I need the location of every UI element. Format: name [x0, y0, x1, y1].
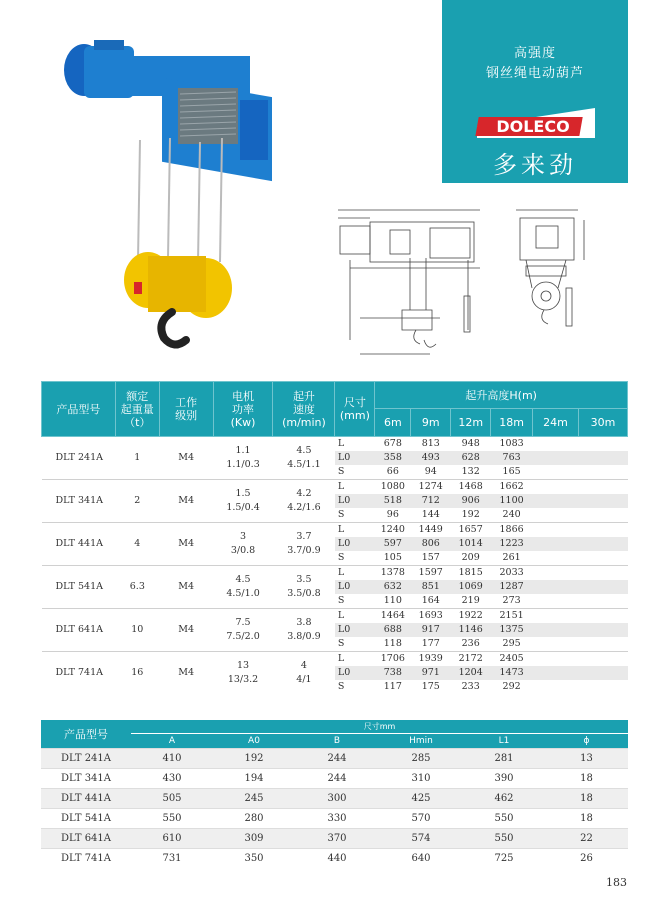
dim-value-cell: 245 — [213, 788, 295, 808]
class-cell: M4 — [159, 609, 213, 652]
height-value-cell: 632 — [375, 580, 411, 594]
dim-model-cell: DLT 341A — [41, 768, 131, 788]
height-value-cell: 292 — [502, 681, 521, 692]
dim-row — [41, 768, 628, 788]
height-value-cell: 1375 — [491, 623, 533, 637]
header-height-9m: 9m — [411, 409, 451, 437]
dim-row — [41, 788, 628, 808]
speed-cell: 4.2 4.2/1.6 — [273, 480, 335, 523]
dim-value-cell: 309 — [213, 828, 295, 848]
height-value-cell: 175 — [421, 681, 440, 692]
height-value-cell: 518 — [375, 494, 411, 508]
dim-label: L0 — [335, 666, 375, 680]
header-height-24m: 24m — [533, 409, 579, 437]
height-value-cell: 678 — [375, 437, 411, 452]
load-cell: 2 — [115, 480, 159, 523]
speed-cell: 4.5 4.5/1.1 — [273, 437, 335, 480]
height-value-cell: 233 — [461, 681, 480, 692]
speed-cell: 4 4/1 — [273, 652, 335, 695]
height-value-cell — [578, 623, 627, 637]
dim-label: L — [335, 437, 375, 452]
dim-value-cell: 725 — [463, 848, 545, 868]
height-value-cell — [578, 566, 627, 581]
height-value-cell — [578, 609, 627, 624]
spec-row — [42, 480, 628, 495]
dim-value-cell: 350 — [213, 848, 295, 868]
header-lift-height: 起升高度H(m) — [375, 382, 628, 409]
dim-label: L — [335, 566, 375, 581]
height-value-cell: 1939 — [411, 652, 451, 667]
height-value-cell: 261 — [502, 552, 521, 563]
dim-header-model: 产品型号 — [41, 720, 131, 748]
page-number: 183 — [606, 876, 627, 889]
height-value-cell — [533, 666, 579, 680]
dim-row — [41, 848, 628, 868]
header-height-12m: 12m — [451, 409, 491, 437]
dim-label: S — [337, 638, 345, 649]
height-value-cell — [533, 623, 579, 637]
dim-value-cell: 281 — [463, 748, 545, 768]
load-cell: 16 — [115, 652, 159, 695]
dim-value-cell: 574 — [379, 828, 463, 848]
height-value-cell: 806 — [411, 537, 451, 551]
load-cell: 1 — [115, 437, 159, 480]
model-cell: DLT 441A — [42, 523, 116, 566]
dim-value-cell: 410 — [131, 748, 213, 768]
height-value-cell — [533, 594, 579, 609]
dim-label: S — [337, 595, 345, 606]
height-value-cell: 1597 — [411, 566, 451, 581]
height-value-cell: 295 — [502, 638, 521, 649]
height-value-cell: 2172 — [451, 652, 491, 667]
height-value-cell — [533, 609, 579, 624]
height-value-cell: 1657 — [451, 523, 491, 538]
dim-value-cell: 18 — [545, 768, 628, 788]
dim-value-cell: 13 — [545, 748, 628, 768]
height-value-cell: 493 — [411, 451, 451, 465]
height-value-cell: 66 — [386, 466, 399, 477]
header-speed: 起升 速度 (m/min) — [273, 382, 335, 437]
dim-row — [41, 828, 628, 848]
model-cell: DLT 241A — [42, 437, 116, 480]
height-value-cell: 1922 — [451, 609, 491, 624]
height-value-cell — [533, 637, 579, 652]
height-value-cell: 236 — [461, 638, 480, 649]
height-value-cell: 132 — [461, 466, 480, 477]
brand-panel — [442, 0, 628, 183]
dim-label: L0 — [335, 537, 375, 551]
height-value-cell: 688 — [375, 623, 411, 637]
dim-value-cell: 244 — [295, 768, 379, 788]
height-value-cell — [533, 451, 579, 465]
dim-value-cell: 285 — [379, 748, 463, 768]
height-value-cell: 948 — [451, 437, 491, 452]
height-value-cell — [578, 537, 627, 551]
model-cell: DLT 741A — [42, 652, 116, 695]
dim-model-cell: DLT 741A — [41, 848, 131, 868]
height-value-cell: 219 — [461, 595, 480, 606]
height-value-cell: 1815 — [451, 566, 491, 581]
speed-cell: 3.7 3.7/0.9 — [273, 523, 335, 566]
load-cell: 6.3 — [115, 566, 159, 609]
dim-label: S — [337, 466, 345, 477]
height-value-cell: 110 — [383, 595, 402, 606]
height-value-cell — [578, 480, 627, 495]
height-value-cell: 177 — [421, 638, 440, 649]
dim-model-cell: DLT 641A — [41, 828, 131, 848]
dim-col-phi: ϕ — [545, 733, 628, 748]
dimension-drawing — [330, 200, 620, 370]
dim-label: L — [335, 480, 375, 495]
dim-value-cell: 370 — [295, 828, 379, 848]
height-value-cell: 917 — [411, 623, 451, 637]
dim-value-cell: 26 — [545, 848, 628, 868]
height-value-cell: 2405 — [491, 652, 533, 667]
dim-label: L0 — [335, 451, 375, 465]
height-value-cell — [533, 551, 579, 566]
power-cell: 13 13/3.2 — [213, 652, 273, 695]
height-value-cell: 1080 — [375, 480, 411, 495]
dim-col-l1: L1 — [463, 733, 545, 748]
dim-model-cell: DLT 441A — [41, 788, 131, 808]
hoist-photo — [50, 30, 290, 350]
dim-value-cell: 22 — [545, 828, 628, 848]
height-value-cell — [533, 580, 579, 594]
dim-value-cell: 550 — [463, 808, 545, 828]
height-value-cell: 813 — [411, 437, 451, 452]
spec-row — [42, 437, 628, 452]
height-value-cell — [578, 680, 627, 694]
height-value-cell — [533, 566, 579, 581]
dim-label: L — [335, 609, 375, 624]
height-value-cell: 851 — [411, 580, 451, 594]
height-value-cell — [578, 594, 627, 609]
power-cell: 3 3/0.8 — [213, 523, 273, 566]
speed-cell: 3.8 3.8/0.9 — [273, 609, 335, 652]
dim-value-cell: 610 — [131, 828, 213, 848]
height-value-cell — [533, 494, 579, 508]
speed-cell: 3.5 3.5/0.8 — [273, 566, 335, 609]
height-value-cell: 1287 — [491, 580, 533, 594]
height-value-cell: 2033 — [491, 566, 533, 581]
dim-value-cell: 550 — [131, 808, 213, 828]
height-value-cell — [533, 437, 579, 452]
height-value-cell: 209 — [461, 552, 480, 563]
height-value-cell: 1274 — [411, 480, 451, 495]
header-dim: 尺寸 (mm) — [335, 382, 375, 437]
spec-row — [42, 523, 628, 538]
dim-value-cell: 570 — [379, 808, 463, 828]
height-value-cell: 118 — [383, 638, 402, 649]
height-value-cell: 1706 — [375, 652, 411, 667]
dim-value-cell: 18 — [545, 808, 628, 828]
dim-value-cell: 390 — [463, 768, 545, 788]
height-value-cell: 1014 — [451, 537, 491, 551]
dim-label: S — [337, 509, 345, 520]
dim-value-cell: 440 — [295, 848, 379, 868]
height-value-cell: 906 — [451, 494, 491, 508]
dim-model-cell: DLT 241A — [41, 748, 131, 768]
height-value-cell: 1223 — [491, 537, 533, 551]
dim-header-size: 尺寸mm — [131, 720, 628, 733]
spec-row — [42, 566, 628, 581]
height-value-cell: 1866 — [491, 523, 533, 538]
height-value-cell — [578, 465, 627, 480]
dimension-table — [41, 720, 628, 868]
height-value-cell — [578, 523, 627, 538]
height-value-cell: 1240 — [375, 523, 411, 538]
dim-value-cell: 505 — [131, 788, 213, 808]
class-cell: M4 — [159, 652, 213, 695]
height-value-cell: 2151 — [491, 609, 533, 624]
dim-value-cell: 192 — [213, 748, 295, 768]
height-value-cell: 1449 — [411, 523, 451, 538]
height-value-cell: 1204 — [451, 666, 491, 680]
height-value-cell — [578, 451, 627, 465]
height-value-cell: 763 — [491, 451, 533, 465]
dim-label: L — [335, 652, 375, 667]
dim-value-cell: 244 — [295, 748, 379, 768]
height-value-cell: 628 — [451, 451, 491, 465]
height-value-cell: 1069 — [451, 580, 491, 594]
height-value-cell: 1464 — [375, 609, 411, 624]
height-value-cell — [533, 680, 579, 694]
height-value-cell: 94 — [424, 466, 437, 477]
class-cell: M4 — [159, 566, 213, 609]
dim-col-hmin: Hmin — [379, 733, 463, 748]
dim-row — [41, 808, 628, 828]
power-cell: 4.5 4.5/1.0 — [213, 566, 273, 609]
spec-table — [41, 381, 628, 694]
height-value-cell: 712 — [411, 494, 451, 508]
dim-value-cell: 300 — [295, 788, 379, 808]
dim-label: L0 — [335, 580, 375, 594]
height-value-cell — [533, 480, 579, 495]
dim-value-cell: 731 — [131, 848, 213, 868]
header-height-6m: 6m — [375, 409, 411, 437]
spec-row — [42, 609, 628, 624]
dim-value-cell: 18 — [545, 788, 628, 808]
height-value-cell — [578, 508, 627, 523]
brand-line-2: 钢丝绳电动葫芦 — [485, 66, 584, 81]
model-cell: DLT 641A — [42, 609, 116, 652]
height-value-cell: 1378 — [375, 566, 411, 581]
height-value-cell: 1662 — [491, 480, 533, 495]
dim-label: L0 — [335, 494, 375, 508]
dim-label: L — [335, 523, 375, 538]
dim-value-cell: 550 — [463, 828, 545, 848]
header-height-18m: 18m — [491, 409, 533, 437]
brand-line-1: 高强度 — [513, 46, 556, 61]
spec-row — [42, 652, 628, 667]
height-value-cell: 240 — [502, 509, 521, 520]
model-cell: DLT 541A — [42, 566, 116, 609]
height-value-cell — [578, 580, 627, 594]
height-value-cell: 738 — [375, 666, 411, 680]
dim-col-a: A — [131, 733, 213, 748]
dim-label: S — [337, 681, 345, 692]
power-cell: 1.5 1.5/0.4 — [213, 480, 273, 523]
height-value-cell: 1693 — [411, 609, 451, 624]
header-power: 电机 功率 (Kw) — [213, 382, 273, 437]
header-height-30m: 30m — [578, 409, 627, 437]
dim-value-cell: 425 — [379, 788, 463, 808]
height-value-cell: 1473 — [491, 666, 533, 680]
dim-value-cell: 462 — [463, 788, 545, 808]
load-cell: 10 — [115, 609, 159, 652]
height-value-cell — [533, 508, 579, 523]
dim-model-cell: DLT 541A — [41, 808, 131, 828]
height-value-cell — [533, 523, 579, 538]
height-value-cell: 597 — [375, 537, 411, 551]
class-cell: M4 — [159, 480, 213, 523]
height-value-cell — [533, 652, 579, 667]
doleco-logo — [475, 104, 597, 144]
height-value-cell: 157 — [421, 552, 440, 563]
height-value-cell — [578, 637, 627, 652]
height-value-cell: 1468 — [451, 480, 491, 495]
load-cell: 4 — [115, 523, 159, 566]
height-value-cell: 165 — [502, 466, 521, 477]
dim-value-cell: 330 — [295, 808, 379, 828]
height-value-cell — [533, 465, 579, 480]
height-value-cell: 105 — [383, 552, 402, 563]
height-value-cell: 192 — [461, 509, 480, 520]
dim-value-cell: 310 — [379, 768, 463, 788]
dim-value-cell: 430 — [131, 768, 213, 788]
dim-value-cell: 280 — [213, 808, 295, 828]
height-value-cell: 164 — [421, 595, 440, 606]
height-value-cell — [578, 551, 627, 566]
height-value-cell: 117 — [383, 681, 402, 692]
header-load: 额定 起重量 （t） — [115, 382, 159, 437]
height-value-cell — [578, 437, 627, 452]
height-value-cell: 96 — [386, 509, 399, 520]
power-cell: 7.5 7.5/2.0 — [213, 609, 273, 652]
height-value-cell: 273 — [502, 595, 521, 606]
height-value-cell: 971 — [411, 666, 451, 680]
dim-row — [41, 748, 628, 768]
header-model: 产品型号 — [42, 382, 116, 437]
height-value-cell: 1146 — [451, 623, 491, 637]
dim-col-a0: A0 — [213, 733, 295, 748]
dim-col-b: B — [295, 733, 379, 748]
dim-label: L0 — [335, 623, 375, 637]
height-value-cell: 1083 — [491, 437, 533, 452]
logo-text: DOLECO — [496, 117, 570, 136]
height-value-cell — [578, 494, 627, 508]
brand-chinese-name: 多来劲 — [493, 151, 577, 179]
dim-value-cell: 194 — [213, 768, 295, 788]
height-value-cell — [578, 652, 627, 667]
height-value-cell — [578, 666, 627, 680]
height-value-cell — [533, 537, 579, 551]
height-value-cell: 358 — [375, 451, 411, 465]
header-class: 工作 级别 — [159, 382, 213, 437]
class-cell: M4 — [159, 523, 213, 566]
dim-label: S — [337, 552, 345, 563]
power-cell: 1.1 1.1/0.3 — [213, 437, 273, 480]
height-value-cell: 1100 — [491, 494, 533, 508]
height-value-cell: 144 — [421, 509, 440, 520]
dim-value-cell: 640 — [379, 848, 463, 868]
model-cell: DLT 341A — [42, 480, 116, 523]
class-cell: M4 — [159, 437, 213, 480]
